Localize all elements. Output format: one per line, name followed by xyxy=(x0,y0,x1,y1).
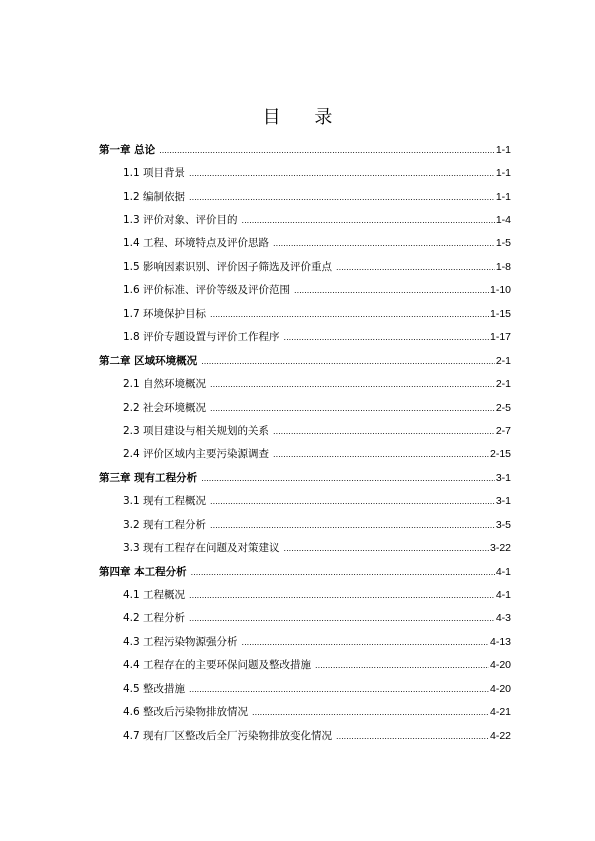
toc-page-number: 4-1 xyxy=(495,565,511,578)
toc-chapter-entry[interactable] xyxy=(0,560,595,583)
toc-page-number: 4-20 xyxy=(489,659,511,672)
toc-entry-label: 4.4 工程存在的主要环保问题及整改措施 xyxy=(123,659,312,672)
toc-dot-leader xyxy=(189,611,495,625)
toc-list xyxy=(0,138,595,747)
toc-section-entry[interactable] xyxy=(0,326,595,349)
toc-section-entry[interactable] xyxy=(0,677,595,700)
toc-dot-leader xyxy=(336,260,495,274)
toc-entry-label: 2.2 社会环境概况 xyxy=(123,401,207,414)
toc-entry-label: 第四章 本工程分析 xyxy=(99,565,187,578)
toc-entry-label: 2.1 自然环境概况 xyxy=(123,378,207,391)
toc-dot-leader xyxy=(294,283,489,297)
toc-entry-label: 1.6 评价标准、评价等级及评价范围 xyxy=(123,284,291,297)
toc-entry-label: 2.3 项目建设与相关规划的关系 xyxy=(123,424,270,437)
toc-section-entry[interactable] xyxy=(0,443,595,466)
toc-entry-label: 4.6 整改后污染物排放情况 xyxy=(123,706,249,719)
toc-section-entry[interactable] xyxy=(0,536,595,559)
toc-entry-label: 1.7 环境保护目标 xyxy=(123,307,207,320)
toc-entry-label: 4.7 现有厂区整改后全厂污染物排放变化情况 xyxy=(123,729,333,742)
toc-section-entry[interactable] xyxy=(0,372,595,395)
toc-dot-leader xyxy=(284,330,489,344)
toc-entry-label: 第二章 区域环境概况 xyxy=(99,354,198,367)
toc-entry-label: 1.4 工程、环境特点及评价思路 xyxy=(123,237,270,250)
toc-dot-leader xyxy=(210,307,489,321)
toc-entry-label: 1.8 评价专题设置与评价工作程序 xyxy=(123,331,280,344)
toc-entry-label: 4.1 工程概况 xyxy=(123,589,186,602)
toc-page-number: 1-10 xyxy=(489,284,511,297)
toc-page-number: 1-4 xyxy=(495,214,511,227)
toc-section-entry[interactable] xyxy=(0,161,595,184)
toc-page-number: 4-13 xyxy=(489,635,511,648)
toc-page-number: 1-1 xyxy=(495,190,511,203)
toc-dot-leader xyxy=(189,588,495,602)
toc-entry-label: 3.2 现有工程分析 xyxy=(123,518,207,531)
toc-dot-leader xyxy=(273,447,489,461)
toc-dot-leader xyxy=(210,401,495,415)
toc-entry-label: 1.5 影响因素识别、评价因子筛选及评价重点 xyxy=(123,260,333,273)
toc-dot-leader xyxy=(284,541,489,555)
toc-page-number: 3-1 xyxy=(495,471,511,484)
toc-entry-label: 第三章 现有工程分析 xyxy=(99,471,198,484)
toc-dot-leader xyxy=(189,682,489,696)
toc-page-number: 2-1 xyxy=(495,378,511,391)
toc-section-entry[interactable] xyxy=(0,607,595,630)
toc-section-entry[interactable] xyxy=(0,490,595,513)
toc-section-entry[interactable] xyxy=(0,279,595,302)
toc-section-entry[interactable] xyxy=(0,724,595,747)
toc-dot-leader xyxy=(273,424,495,438)
toc-chapter-entry[interactable] xyxy=(0,138,595,161)
toc-section-entry[interactable] xyxy=(0,419,595,442)
toc-page-number: 3-22 xyxy=(489,542,511,555)
toc-entry-label: 1.1 项目背景 xyxy=(123,167,186,180)
toc-section-entry[interactable] xyxy=(0,630,595,653)
toc-section-entry[interactable] xyxy=(0,701,595,724)
toc-entry-label: 3.3 现有工程存在问题及对策建议 xyxy=(123,542,280,555)
toc-dot-leader xyxy=(191,565,495,579)
toc-section-entry[interactable] xyxy=(0,255,595,278)
toc-page-number: 1-8 xyxy=(495,260,511,273)
toc-entry-label: 第一章 总论 xyxy=(99,143,156,156)
toc-page-number: 2-5 xyxy=(495,401,511,414)
toc-page-number: 4-21 xyxy=(489,706,511,719)
toc-page-number: 3-5 xyxy=(495,518,511,531)
toc-dot-leader xyxy=(315,658,489,672)
toc-section-entry[interactable] xyxy=(0,654,595,677)
toc-dot-leader xyxy=(189,190,495,204)
toc-title: 目 录 xyxy=(262,107,347,128)
toc-page-number: 2-15 xyxy=(489,448,511,461)
toc-page-number: 1-17 xyxy=(489,331,511,344)
toc-dot-leader xyxy=(242,213,495,227)
toc-page-number: 2-7 xyxy=(495,424,511,437)
toc-page-number: 2-1 xyxy=(495,354,511,367)
toc-entry-label: 1.2 编制依据 xyxy=(123,190,186,203)
toc-dot-leader xyxy=(336,729,489,743)
toc-dot-leader xyxy=(242,635,489,649)
toc-section-entry[interactable] xyxy=(0,513,595,536)
toc-section-entry[interactable] xyxy=(0,232,595,255)
toc-page-number: 4-3 xyxy=(495,612,511,625)
toc-chapter-entry[interactable] xyxy=(0,349,595,372)
toc-page-number: 3-1 xyxy=(495,495,511,508)
toc-section-entry[interactable] xyxy=(0,583,595,606)
toc-entry-label: 2.4 评价区域内主要污染源调查 xyxy=(123,448,270,461)
toc-dot-leader xyxy=(159,143,495,157)
toc-dot-leader xyxy=(201,471,495,485)
toc-page-number: 4-1 xyxy=(495,589,511,602)
toc-dot-leader xyxy=(210,494,495,508)
toc-dot-leader xyxy=(252,705,489,719)
toc-dot-leader xyxy=(210,518,495,532)
toc-page-number: 1-1 xyxy=(495,167,511,180)
toc-section-entry[interactable] xyxy=(0,396,595,419)
toc-dot-leader xyxy=(273,236,495,250)
toc-chapter-entry[interactable] xyxy=(0,466,595,489)
toc-dot-leader xyxy=(189,166,495,180)
toc-dot-leader xyxy=(201,354,495,368)
toc-entry-label: 4.2 工程分析 xyxy=(123,612,186,625)
toc-dot-leader xyxy=(210,377,495,391)
toc-page-number: 1-15 xyxy=(489,307,511,320)
toc-page-number: 1-1 xyxy=(495,143,511,156)
toc-page-number: 1-5 xyxy=(495,237,511,250)
toc-section-entry[interactable] xyxy=(0,208,595,231)
toc-page-number: 4-22 xyxy=(489,729,511,742)
toc-entry-label: 4.5 整改措施 xyxy=(123,682,186,695)
toc-section-entry[interactable] xyxy=(0,302,595,325)
toc-entry-label: 4.3 工程污染物源强分析 xyxy=(123,635,238,648)
toc-entry-label: 1.3 评价对象、评价目的 xyxy=(123,214,238,227)
toc-entry-label: 3.1 现有工程概况 xyxy=(123,495,207,508)
toc-page-number: 4-20 xyxy=(489,682,511,695)
toc-section-entry[interactable] xyxy=(0,185,595,208)
